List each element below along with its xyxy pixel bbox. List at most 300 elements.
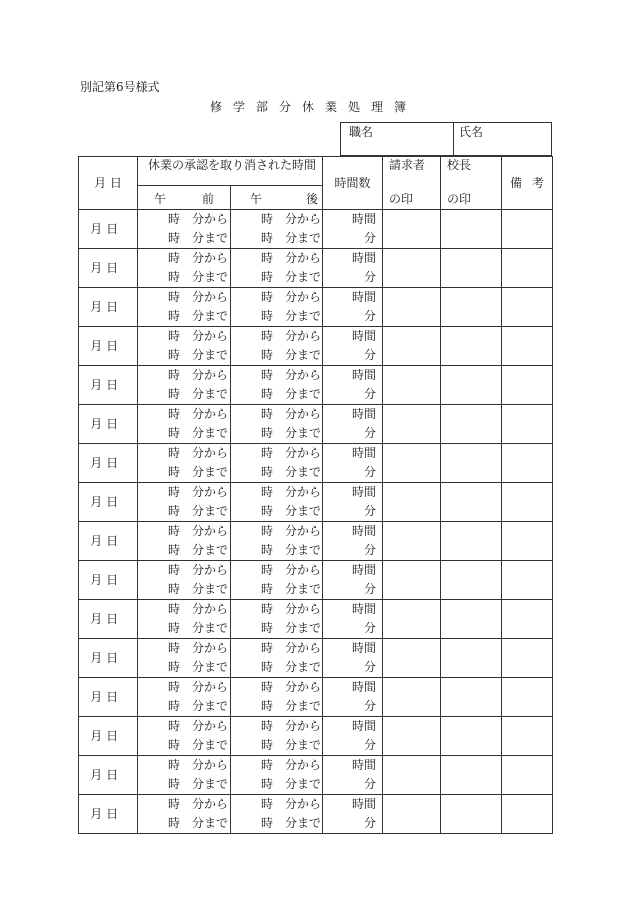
row-am-to-hour: 時 xyxy=(168,738,181,752)
row-am-to-hour: 時 xyxy=(168,582,181,596)
header-requester xyxy=(383,157,441,210)
row-month: 月 xyxy=(90,767,103,782)
row-pm-from-hour: 時 xyxy=(261,758,274,772)
table-row xyxy=(79,600,553,639)
row-month: 月 xyxy=(90,260,103,275)
header-month: 月 xyxy=(94,176,107,190)
row-day: 日 xyxy=(106,455,119,470)
row-pm-from-min: 分から xyxy=(285,251,322,265)
row-pm-to-hour: 時 xyxy=(261,270,274,284)
row-pm-from-hour: 時 xyxy=(261,407,274,421)
row-month: 月 xyxy=(90,611,103,626)
row-duration[interactable] xyxy=(323,522,383,561)
row-pm[interactable] xyxy=(231,288,323,327)
row-requester-seal[interactable] xyxy=(383,717,441,756)
row-day: 日 xyxy=(106,377,119,392)
row-duration[interactable] xyxy=(323,717,383,756)
row-pm-to-min: 分まで xyxy=(285,738,322,752)
row-pm-from-hour: 時 xyxy=(261,524,274,538)
row-principal-seal[interactable] xyxy=(441,249,502,288)
row-am-to-hour: 時 xyxy=(168,348,181,362)
row-pm-to-min: 分まで xyxy=(285,660,322,674)
row-pm-to-hour: 時 xyxy=(261,777,274,791)
row-month: 月 xyxy=(90,533,103,548)
row-am[interactable] xyxy=(138,756,231,795)
row-requester-seal[interactable] xyxy=(383,795,441,834)
row-principal-seal[interactable] xyxy=(441,717,502,756)
row-requester-seal[interactable] xyxy=(383,405,441,444)
row-duration[interactable] xyxy=(323,327,383,366)
row-am[interactable] xyxy=(138,483,231,522)
row-requester-seal[interactable] xyxy=(383,288,441,327)
row-duration-hours: 時間 xyxy=(351,641,376,655)
row-pm-from-min: 分から xyxy=(285,329,322,343)
row-am[interactable] xyxy=(138,327,231,366)
row-pm[interactable] xyxy=(231,756,323,795)
header-duration-label: 時間数 xyxy=(334,176,371,190)
row-pm[interactable] xyxy=(231,366,323,405)
row-remarks[interactable] xyxy=(502,756,553,795)
row-month: 月 xyxy=(90,338,103,353)
table-row xyxy=(79,678,553,717)
row-pm-from-min: 分から xyxy=(285,680,322,694)
row-month: 月 xyxy=(90,494,103,509)
row-am-to-min: 分まで xyxy=(192,621,229,635)
row-am[interactable] xyxy=(138,405,231,444)
row-remarks[interactable] xyxy=(502,483,553,522)
row-pm[interactable] xyxy=(231,678,323,717)
row-pm-to-hour: 時 xyxy=(261,543,274,557)
row-remarks[interactable] xyxy=(502,405,553,444)
row-am-from-hour: 時 xyxy=(168,446,181,460)
row-principal-seal[interactable] xyxy=(441,561,502,600)
row-month: 月 xyxy=(90,572,103,587)
row-pm-from-hour: 時 xyxy=(261,797,274,811)
row-am-from-min: 分から xyxy=(192,602,229,616)
row-pm-to-hour: 時 xyxy=(261,738,274,752)
row-day: 日 xyxy=(106,494,119,509)
table-row xyxy=(79,717,553,756)
table-row xyxy=(79,405,553,444)
row-am[interactable] xyxy=(138,210,231,249)
row-day: 日 xyxy=(106,650,119,665)
row-month: 月 xyxy=(90,377,103,392)
row-remarks[interactable] xyxy=(502,444,553,483)
row-duration[interactable] xyxy=(323,288,383,327)
table-row xyxy=(79,756,553,795)
row-am-to-hour: 時 xyxy=(168,426,181,440)
row-month: 月 xyxy=(90,221,103,236)
row-pm-to-hour: 時 xyxy=(261,699,274,713)
row-date[interactable] xyxy=(79,795,138,834)
row-am-to-hour: 時 xyxy=(168,699,181,713)
row-am-from-min: 分から xyxy=(192,446,229,460)
row-pm-to-hour: 時 xyxy=(261,660,274,674)
row-duration[interactable] xyxy=(323,795,383,834)
row-day: 日 xyxy=(106,611,119,626)
row-pm-to-hour: 時 xyxy=(261,387,274,401)
row-pm-to-hour: 時 xyxy=(261,231,274,245)
row-principal-seal[interactable] xyxy=(441,366,502,405)
row-am-to-min: 分まで xyxy=(192,231,229,245)
row-pm-to-min: 分まで xyxy=(285,582,322,596)
row-duration[interactable] xyxy=(323,678,383,717)
row-remarks[interactable] xyxy=(502,561,553,600)
row-pm-to-min: 分まで xyxy=(285,348,322,362)
row-requester-seal[interactable] xyxy=(383,327,441,366)
row-principal-seal[interactable] xyxy=(441,288,502,327)
header-pm-right: 後 xyxy=(305,192,318,206)
row-am[interactable] xyxy=(138,249,231,288)
row-principal-seal[interactable] xyxy=(441,795,502,834)
row-pm-to-hour: 時 xyxy=(261,504,274,518)
row-month: 月 xyxy=(90,728,103,743)
row-duration-minutes: 分 xyxy=(363,504,376,518)
row-remarks[interactable] xyxy=(502,288,553,327)
row-day: 日 xyxy=(106,299,119,314)
row-pm-from-min: 分から xyxy=(285,524,322,538)
row-pm-to-hour: 時 xyxy=(261,582,274,596)
row-duration-minutes: 分 xyxy=(363,738,376,752)
row-pm-from-hour: 時 xyxy=(261,719,274,733)
row-date[interactable] xyxy=(79,288,138,327)
row-day: 日 xyxy=(106,260,119,275)
row-remarks[interactable] xyxy=(502,366,553,405)
row-month: 月 xyxy=(90,455,103,470)
header-date xyxy=(79,157,138,210)
row-am-to-min: 分まで xyxy=(192,504,229,518)
row-pm-from-hour: 時 xyxy=(261,251,274,265)
row-am-to-min: 分まで xyxy=(192,348,229,362)
row-duration-minutes: 分 xyxy=(363,348,376,362)
row-month: 月 xyxy=(90,299,103,314)
row-am-from-min: 分から xyxy=(192,329,229,343)
row-pm-from-min: 分から xyxy=(285,368,322,382)
row-duration[interactable] xyxy=(323,483,383,522)
row-day: 日 xyxy=(106,221,119,236)
row-remarks[interactable] xyxy=(502,600,553,639)
header-am-right: 前 xyxy=(201,192,214,206)
row-am-to-hour: 時 xyxy=(168,816,181,830)
row-pm-to-min: 分まで xyxy=(285,504,322,518)
row-principal-seal[interactable] xyxy=(441,210,502,249)
table-row xyxy=(79,522,553,561)
row-am-to-min: 分まで xyxy=(192,582,229,596)
row-principal-seal[interactable] xyxy=(441,444,502,483)
row-duration-hours: 時間 xyxy=(351,485,376,499)
row-am-to-min: 分まで xyxy=(192,309,229,323)
row-am-to-min: 分まで xyxy=(192,543,229,557)
row-am-to-hour: 時 xyxy=(168,660,181,674)
row-am-from-hour: 時 xyxy=(168,212,181,226)
row-am-to-min: 分まで xyxy=(192,660,229,674)
row-pm-to-min: 分まで xyxy=(285,699,322,713)
row-pm[interactable] xyxy=(231,327,323,366)
row-am-from-min: 分から xyxy=(192,797,229,811)
row-am-from-min: 分から xyxy=(192,251,229,265)
row-requester-seal[interactable] xyxy=(383,639,441,678)
row-duration[interactable] xyxy=(323,561,383,600)
row-am[interactable] xyxy=(138,795,231,834)
row-pm-to-min: 分まで xyxy=(285,465,322,479)
row-pm-from-min: 分から xyxy=(285,485,322,499)
row-duration-hours: 時間 xyxy=(351,797,376,811)
row-day: 日 xyxy=(106,806,119,821)
row-pm-from-min: 分から xyxy=(285,446,322,460)
row-pm[interactable] xyxy=(231,639,323,678)
row-am-to-hour: 時 xyxy=(168,231,181,245)
row-am-from-min: 分から xyxy=(192,563,229,577)
row-duration-minutes: 分 xyxy=(363,270,376,284)
row-pm[interactable] xyxy=(231,561,323,600)
name-label: 氏名 xyxy=(459,125,484,139)
row-am-from-hour: 時 xyxy=(168,680,181,694)
row-day: 日 xyxy=(106,767,119,782)
header-am xyxy=(154,192,214,206)
row-pm-from-hour: 時 xyxy=(261,290,274,304)
row-date[interactable] xyxy=(79,561,138,600)
row-duration[interactable] xyxy=(323,756,383,795)
row-requester-seal[interactable] xyxy=(383,483,441,522)
row-pm-from-min: 分から xyxy=(285,290,322,304)
page-title: 修学部分休業処理簿 xyxy=(210,100,418,114)
header-principal-top: 校長 xyxy=(447,158,472,172)
row-date[interactable] xyxy=(79,444,138,483)
row-remarks[interactable] xyxy=(502,327,553,366)
row-month: 月 xyxy=(90,689,103,704)
row-pm-to-min: 分まで xyxy=(285,543,322,557)
row-duration-minutes: 分 xyxy=(363,621,376,635)
row-am[interactable] xyxy=(138,717,231,756)
row-day: 日 xyxy=(106,689,119,704)
header-remarks-left: 備 xyxy=(510,176,523,190)
row-pm[interactable] xyxy=(231,405,323,444)
row-requester-seal[interactable] xyxy=(383,756,441,795)
row-duration[interactable] xyxy=(323,366,383,405)
row-requester-seal[interactable] xyxy=(383,366,441,405)
table-row xyxy=(79,444,553,483)
row-pm-to-hour: 時 xyxy=(261,348,274,362)
row-pm-from-min: 分から xyxy=(285,212,322,226)
row-month: 月 xyxy=(90,650,103,665)
row-pm-to-min: 分まで xyxy=(285,426,322,440)
row-am-to-hour: 時 xyxy=(168,465,181,479)
row-month: 月 xyxy=(90,806,103,821)
row-am-to-min: 分まで xyxy=(192,387,229,401)
row-remarks[interactable] xyxy=(502,522,553,561)
header-duration xyxy=(323,157,383,210)
row-pm[interactable] xyxy=(231,522,323,561)
leave-record-table xyxy=(78,156,553,834)
row-duration-hours: 時間 xyxy=(351,212,376,226)
row-pm-from-min: 分から xyxy=(285,719,322,733)
row-pm-from-min: 分から xyxy=(285,641,322,655)
row-pm[interactable] xyxy=(231,717,323,756)
row-requester-seal[interactable] xyxy=(383,210,441,249)
row-am-to-min: 分まで xyxy=(192,426,229,440)
header-pm xyxy=(250,192,318,206)
row-remarks[interactable] xyxy=(502,717,553,756)
row-am-to-min: 分まで xyxy=(192,270,229,284)
row-duration[interactable] xyxy=(323,639,383,678)
row-duration-hours: 時間 xyxy=(351,368,376,382)
row-date[interactable] xyxy=(79,678,138,717)
row-am[interactable] xyxy=(138,366,231,405)
row-pm-from-min: 分から xyxy=(285,407,322,421)
row-pm-from-hour: 時 xyxy=(261,485,274,499)
row-date[interactable] xyxy=(79,249,138,288)
row-requester-seal[interactable] xyxy=(383,561,441,600)
row-pm-from-hour: 時 xyxy=(261,368,274,382)
row-day: 日 xyxy=(106,572,119,587)
signature-divider xyxy=(453,123,454,155)
row-am[interactable] xyxy=(138,678,231,717)
row-am[interactable] xyxy=(138,561,231,600)
header-principal-bottom: の印 xyxy=(447,192,472,206)
row-date[interactable] xyxy=(79,327,138,366)
row-principal-seal[interactable] xyxy=(441,600,502,639)
row-principal-seal[interactable] xyxy=(441,327,502,366)
row-requester-seal[interactable] xyxy=(383,522,441,561)
row-duration-hours: 時間 xyxy=(351,602,376,616)
row-remarks[interactable] xyxy=(502,678,553,717)
row-am-from-min: 分から xyxy=(192,758,229,772)
row-am-from-min: 分から xyxy=(192,641,229,655)
row-pm[interactable] xyxy=(231,483,323,522)
row-date[interactable] xyxy=(79,717,138,756)
row-am-from-hour: 時 xyxy=(168,407,181,421)
row-principal-seal[interactable] xyxy=(441,522,502,561)
row-date[interactable] xyxy=(79,600,138,639)
row-duration-hours: 時間 xyxy=(351,563,376,577)
row-am-from-hour: 時 xyxy=(168,797,181,811)
row-am-from-min: 分から xyxy=(192,719,229,733)
row-pm-from-hour: 時 xyxy=(261,563,274,577)
row-date[interactable] xyxy=(79,639,138,678)
row-am-to-min: 分まで xyxy=(192,777,229,791)
row-day: 日 xyxy=(106,728,119,743)
row-requester-seal[interactable] xyxy=(383,444,441,483)
table-row xyxy=(79,639,553,678)
row-am-to-hour: 時 xyxy=(168,621,181,635)
row-day: 日 xyxy=(106,338,119,353)
row-am[interactable] xyxy=(138,600,231,639)
row-am-to-hour: 時 xyxy=(168,504,181,518)
table-row xyxy=(79,288,553,327)
row-am[interactable] xyxy=(138,522,231,561)
row-am-from-min: 分から xyxy=(192,290,229,304)
row-am[interactable] xyxy=(138,444,231,483)
row-requester-seal[interactable] xyxy=(383,249,441,288)
row-pm[interactable] xyxy=(231,210,323,249)
row-date[interactable] xyxy=(79,405,138,444)
row-duration-hours: 時間 xyxy=(351,446,376,460)
row-remarks[interactable] xyxy=(502,249,553,288)
row-duration[interactable] xyxy=(323,444,383,483)
row-requester-seal[interactable] xyxy=(383,600,441,639)
row-principal-seal[interactable] xyxy=(441,639,502,678)
row-duration-hours: 時間 xyxy=(351,251,376,265)
signature-box xyxy=(340,122,552,156)
row-remarks[interactable] xyxy=(502,210,553,249)
row-am[interactable] xyxy=(138,288,231,327)
row-date[interactable] xyxy=(79,366,138,405)
row-pm[interactable] xyxy=(231,795,323,834)
header-principal xyxy=(441,157,502,210)
table-row xyxy=(79,210,553,249)
row-principal-seal[interactable] xyxy=(441,756,502,795)
row-pm-to-min: 分まで xyxy=(285,621,322,635)
row-duration-hours: 時間 xyxy=(351,407,376,421)
row-duration[interactable] xyxy=(323,600,383,639)
row-am[interactable] xyxy=(138,639,231,678)
row-duration[interactable] xyxy=(323,405,383,444)
row-am-from-hour: 時 xyxy=(168,758,181,772)
row-am-from-hour: 時 xyxy=(168,524,181,538)
row-remarks[interactable] xyxy=(502,639,553,678)
row-principal-seal[interactable] xyxy=(441,405,502,444)
row-am-to-hour: 時 xyxy=(168,387,181,401)
table-row xyxy=(79,561,553,600)
row-duration-minutes: 分 xyxy=(363,426,376,440)
row-pm-from-hour: 時 xyxy=(261,641,274,655)
row-am-from-min: 分から xyxy=(192,212,229,226)
row-pm-to-min: 分まで xyxy=(285,816,322,830)
row-duration[interactable] xyxy=(323,249,383,288)
row-duration-minutes: 分 xyxy=(363,309,376,323)
row-am-to-min: 分まで xyxy=(192,465,229,479)
row-duration[interactable] xyxy=(323,210,383,249)
row-pm[interactable] xyxy=(231,444,323,483)
row-requester-seal[interactable] xyxy=(383,678,441,717)
header-leave-time xyxy=(138,157,323,210)
row-duration-minutes: 分 xyxy=(363,465,376,479)
row-pm[interactable] xyxy=(231,249,323,288)
table-row xyxy=(79,483,553,522)
row-pm-from-min: 分から xyxy=(285,797,322,811)
row-date[interactable] xyxy=(79,756,138,795)
header-inner-divider xyxy=(230,186,231,209)
row-date[interactable] xyxy=(79,483,138,522)
header-requester-top: 請求者 xyxy=(389,158,426,172)
row-pm-from-min: 分から xyxy=(285,758,322,772)
row-duration-hours: 時間 xyxy=(351,290,376,304)
row-am-to-hour: 時 xyxy=(168,309,181,323)
row-duration-minutes: 分 xyxy=(363,699,376,713)
header-am-left: 午 xyxy=(154,192,167,206)
row-principal-seal[interactable] xyxy=(441,483,502,522)
row-date[interactable] xyxy=(79,522,138,561)
row-am-to-min: 分まで xyxy=(192,699,229,713)
row-pm[interactable] xyxy=(231,600,323,639)
row-pm-to-hour: 時 xyxy=(261,621,274,635)
header-leave-group: 休業の承認を取り消された時間 xyxy=(148,158,317,172)
row-day: 日 xyxy=(106,416,119,431)
row-am-to-hour: 時 xyxy=(168,270,181,284)
row-pm-to-min: 分まで xyxy=(285,270,322,284)
table-row xyxy=(79,327,553,366)
row-duration-hours: 時間 xyxy=(351,758,376,772)
row-remarks[interactable] xyxy=(502,795,553,834)
row-pm-from-hour: 時 xyxy=(261,446,274,460)
row-am-from-hour: 時 xyxy=(168,602,181,616)
row-duration-hours: 時間 xyxy=(351,719,376,733)
row-am-to-hour: 時 xyxy=(168,777,181,791)
table-row xyxy=(79,795,553,834)
row-date[interactable] xyxy=(79,210,138,249)
header-requester-bottom: の印 xyxy=(389,192,414,206)
row-principal-seal[interactable] xyxy=(441,678,502,717)
